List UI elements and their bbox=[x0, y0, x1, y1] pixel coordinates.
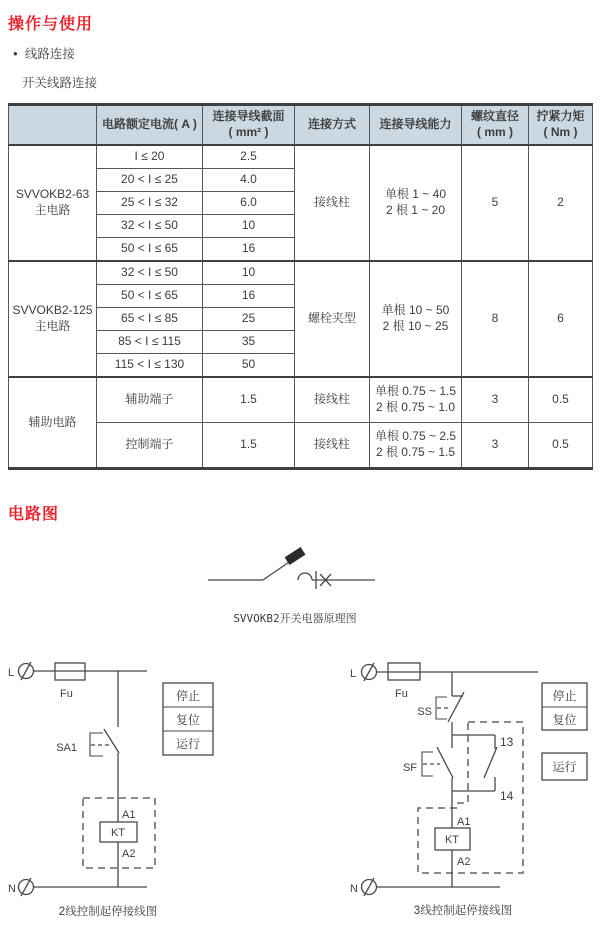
legend-reset: 复位 bbox=[552, 713, 577, 727]
neutral-terminal-label: N bbox=[350, 883, 358, 895]
table-row bbox=[9, 377, 593, 423]
fuse-label: Fu bbox=[395, 688, 408, 700]
terminal-14-label: 14 bbox=[500, 789, 514, 803]
current-range-cell: 32 < I ≤ 50 bbox=[97, 261, 203, 285]
capability-line1: 单根 1 ~ 40 bbox=[384, 187, 447, 202]
wire-area-cell: 10 bbox=[203, 261, 295, 285]
two-wire-diagram bbox=[8, 662, 213, 918]
table-row bbox=[9, 145, 593, 169]
torque-cell: 6 bbox=[529, 261, 593, 377]
wire-area-cell: 1.5 bbox=[203, 377, 295, 423]
thread-diameter-cell: 5 bbox=[462, 145, 529, 261]
column-header-thread-diameter bbox=[462, 105, 529, 146]
current-range-cell: 50 < I ≤ 65 bbox=[97, 238, 203, 262]
legend-box bbox=[163, 683, 213, 755]
group-circuit-type: 主电路 bbox=[34, 203, 71, 217]
table-group-svvokb2-63 bbox=[9, 145, 593, 261]
wire-capability-cell bbox=[370, 423, 462, 469]
column-header-blank bbox=[9, 105, 97, 146]
terminal-type-cell: 辅助端子 bbox=[97, 377, 203, 423]
group-label-cell: 辅助电路 bbox=[9, 377, 97, 469]
legend-box-top bbox=[542, 683, 587, 730]
bullet-icon: ● bbox=[13, 48, 18, 58]
wire-capability-cell bbox=[370, 261, 462, 377]
current-range-cell: 65 < I ≤ 85 bbox=[97, 308, 203, 331]
connection-spec-table bbox=[8, 103, 593, 470]
fuse-label: Fu bbox=[60, 688, 73, 700]
table-row bbox=[9, 423, 593, 469]
connection-method-cell: 接线柱 bbox=[295, 377, 370, 423]
table-group-svvokb2-125 bbox=[9, 261, 593, 377]
wire-area-cell: 50 bbox=[203, 354, 295, 378]
two-wire-caption: 2线控制起停接线图 bbox=[58, 906, 158, 918]
table-row bbox=[9, 261, 593, 285]
bullet-item-wiring bbox=[13, 44, 75, 62]
current-range-cell: 20 < I ≤ 25 bbox=[97, 169, 203, 192]
legend-reset: 复位 bbox=[175, 713, 201, 727]
column-header-rated-current: 电路额定电流( A ) bbox=[97, 105, 203, 146]
wire-area-cell: 10 bbox=[203, 215, 295, 238]
wire-capability-cell bbox=[370, 145, 462, 261]
current-range-cell: 25 < I ≤ 32 bbox=[97, 192, 203, 215]
thread-diameter-cell: 3 bbox=[462, 377, 529, 423]
stop-button-label: SS bbox=[417, 706, 432, 718]
current-range-cell: I ≤ 20 bbox=[97, 145, 203, 169]
terminal-a1-label: A1 bbox=[122, 809, 136, 821]
current-range-cell: 85 < I ≤ 115 bbox=[97, 331, 203, 354]
neutral-terminal-label: N bbox=[8, 883, 16, 895]
legend-run: 运行 bbox=[175, 737, 201, 751]
three-wire-diagram bbox=[350, 663, 587, 917]
legend-run: 运行 bbox=[552, 760, 577, 774]
header-line1: 螺纹直径 bbox=[470, 109, 519, 124]
principle-diagram bbox=[208, 547, 375, 625]
section-title-operation: 操作与使用 bbox=[8, 16, 94, 33]
terminal-13-label: 13 bbox=[500, 735, 514, 749]
switch-blade-icon bbox=[437, 747, 453, 778]
section-title-circuit-diagram: 电路图 bbox=[8, 506, 60, 523]
wire-area-cell: 1.5 bbox=[203, 423, 295, 469]
torque-cell: 0.5 bbox=[529, 377, 593, 423]
torque-cell: 0.5 bbox=[529, 423, 593, 469]
group-label-cell bbox=[9, 145, 97, 261]
switch-blade-icon bbox=[263, 560, 292, 580]
arc-contact-icon bbox=[298, 573, 312, 580]
wire-capability-cell bbox=[370, 377, 462, 423]
terminal-type-cell: 控制端子 bbox=[97, 423, 203, 469]
group-circuit-type: 主电路 bbox=[34, 319, 71, 333]
subheading-switch-wiring: 开关线路连接 bbox=[22, 76, 98, 90]
switch-label: SA1 bbox=[56, 742, 77, 754]
connection-method-cell: 接线柱 bbox=[295, 145, 370, 261]
header-line2: ( Nm ) bbox=[543, 125, 578, 139]
capability-line1: 单根 0.75 ~ 1.5 bbox=[374, 384, 457, 399]
capability-line2: 2 根 0.75 ~ 1.0 bbox=[375, 400, 456, 414]
group-model: SVVOKB2-63 bbox=[15, 187, 90, 202]
wire-area-cell: 16 bbox=[203, 285, 295, 308]
principle-caption: SVVOKB2开关电器原理图 bbox=[233, 612, 357, 625]
three-wire-caption: 3线控制起停接线图 bbox=[413, 905, 513, 917]
header-line1: 拧紧力矩 bbox=[536, 109, 585, 124]
line-terminal-label: L bbox=[350, 668, 357, 680]
current-range-cell: 50 < I ≤ 65 bbox=[97, 285, 203, 308]
capability-line2: 2 根 1 ~ 20 bbox=[385, 203, 446, 217]
connection-method-cell: 螺栓夹型 bbox=[295, 261, 370, 377]
column-header-wire-capability: 连接导线能力 bbox=[370, 105, 462, 146]
terminal-a2-label: A2 bbox=[457, 856, 471, 868]
wire-area-cell: 25 bbox=[203, 308, 295, 331]
circuit-diagrams bbox=[0, 530, 600, 927]
relay-label: KT bbox=[444, 834, 460, 846]
connection-method-cell: 接线柱 bbox=[295, 423, 370, 469]
wire-area-cell: 6.0 bbox=[203, 192, 295, 215]
table-group-auxiliary bbox=[9, 377, 593, 469]
thread-diameter-cell: 8 bbox=[462, 261, 529, 377]
capability-line1: 单根 10 ~ 50 bbox=[381, 303, 450, 318]
header-line2: ( mm ) bbox=[477, 125, 513, 139]
header-line2: ( mm² ) bbox=[228, 125, 269, 139]
wire-area-cell: 4.0 bbox=[203, 169, 295, 192]
column-header-torque bbox=[529, 105, 593, 146]
wire-area-cell: 2.5 bbox=[203, 145, 295, 169]
group-model: SVVOKB2-125 bbox=[12, 303, 93, 318]
column-header-wire-section bbox=[203, 105, 295, 146]
capability-line2: 2 根 0.75 ~ 1.5 bbox=[375, 445, 456, 459]
wire-area-cell: 16 bbox=[203, 238, 295, 262]
terminal-a2-label: A2 bbox=[122, 848, 136, 860]
start-button-label: SF bbox=[402, 762, 417, 774]
group-label-cell bbox=[9, 261, 97, 377]
aux-contact-blade-icon bbox=[484, 747, 497, 778]
torque-cell: 2 bbox=[529, 145, 593, 261]
terminal-a1-label: A1 bbox=[457, 816, 471, 828]
legend-box-bottom bbox=[542, 753, 587, 780]
legend-stop: 停止 bbox=[175, 689, 201, 703]
switch-blade-icon bbox=[104, 729, 119, 753]
thread-diameter-cell: 3 bbox=[462, 423, 529, 469]
wire-area-cell: 35 bbox=[203, 331, 295, 354]
current-range-cell: 115 < I ≤ 130 bbox=[97, 354, 203, 378]
column-header-connection-method: 连接方式 bbox=[295, 105, 370, 146]
legend-stop: 停止 bbox=[552, 689, 577, 703]
bullet-item-label: 线路连接 bbox=[24, 47, 75, 61]
table-header-row bbox=[9, 105, 593, 146]
current-range-cell: 32 < I ≤ 50 bbox=[97, 215, 203, 238]
capability-line2: 2 根 10 ~ 25 bbox=[382, 319, 449, 333]
capability-line1: 单根 0.75 ~ 2.5 bbox=[374, 429, 457, 444]
header-line1: 连接导线截面 bbox=[212, 109, 285, 124]
relay-label: KT bbox=[110, 827, 126, 839]
line-terminal-label: L bbox=[8, 667, 15, 679]
